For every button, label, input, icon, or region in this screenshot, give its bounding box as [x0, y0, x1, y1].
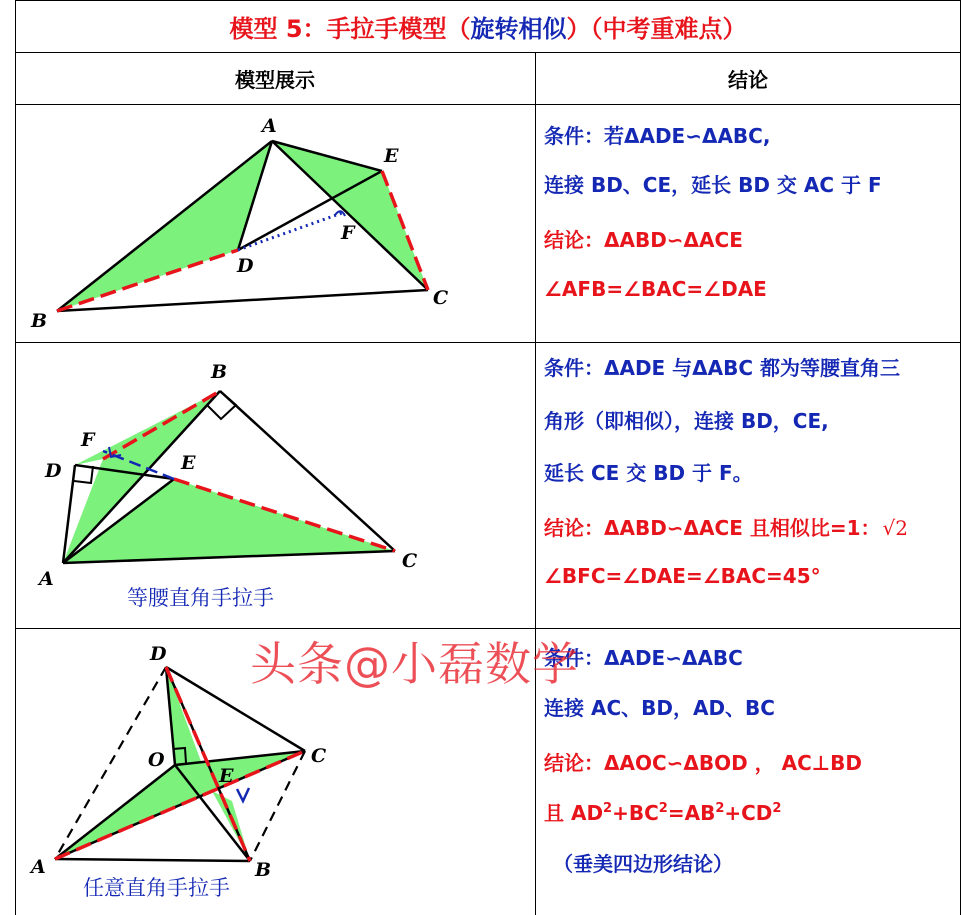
row1-condition-2: 连接 BD、CE，延长 BD 交 AC 于 F	[544, 173, 882, 197]
row1-conclusion-2: ∠AFB=∠BAC=∠DAE	[544, 277, 767, 301]
point-label-b: B	[255, 859, 272, 881]
ratio-text: 结论：ΔABD∽ΔACE 且相似比=1：	[544, 516, 881, 540]
row2-condition-1: 条件：ΔADE 与ΔABC 都为等腰直角三	[544, 356, 901, 380]
point-label-a: A	[31, 856, 46, 878]
row3-condition-1: 条件：ΔADE∽ΔABC	[544, 646, 743, 670]
eq-sup: 2	[603, 801, 613, 816]
extension-df	[238, 213, 342, 250]
title-prefix: 模型 5：手拉手模型（	[229, 14, 471, 43]
row3-note: （垂美四边形结论）	[553, 852, 733, 876]
model-table	[15, 0, 961, 915]
eq-sup: 2	[658, 801, 668, 816]
point-label-d: D	[45, 460, 62, 482]
point-label-c: C	[402, 550, 418, 572]
title-suffix: ）（中考重难点）	[566, 14, 747, 43]
row2-condition-3: 延长 CE 交 BD 于 F。	[544, 461, 753, 485]
point-label-d: D	[150, 643, 167, 665]
header-model-display: 模型展示	[235, 67, 315, 92]
eq-sup: 2	[772, 801, 782, 816]
point-label-a: A	[39, 568, 54, 590]
right-angle-e	[237, 788, 249, 801]
point-label-f: F	[81, 429, 95, 451]
diagram-caption: 等腰直角手拉手	[127, 586, 274, 610]
point-label-a: A	[262, 115, 277, 137]
point-label-e: E	[181, 452, 196, 474]
row2-conclusion-2: ∠BFC=∠DAE=∠BAC=45°	[544, 564, 821, 588]
right-angle-d	[74, 466, 93, 483]
row3-conclusion-1: 结论：ΔAOC∽ΔBOD ， AC⊥BD	[544, 751, 862, 775]
row3-conclusion-2	[544, 802, 781, 823]
diagram-isosceles-right	[15, 343, 535, 627]
point-label-d: D	[237, 255, 254, 277]
table-column-divider	[535, 52, 536, 915]
point-label-c: C	[433, 287, 449, 309]
row2-conclusion-1	[544, 518, 908, 538]
point-label-f: F	[341, 222, 355, 244]
diagram-caption: 任意直角手拉手	[83, 876, 230, 900]
point-label-b: B	[31, 310, 48, 332]
eq-part: +BC	[612, 801, 659, 825]
row3-condition-2: 连接 AC、BD，AD、BC	[544, 696, 775, 720]
watermark: 头条@小磊数学	[250, 637, 579, 691]
point-label-b: B	[211, 361, 228, 383]
point-label-e: E	[384, 145, 399, 167]
table-border-right	[960, 0, 961, 915]
eq-part: 且 AD	[544, 801, 604, 825]
title-highlight: 旋转相似	[470, 14, 567, 43]
eq-part: =AB	[667, 801, 716, 825]
diagram-similar-triangles	[15, 105, 535, 341]
point-label-o: O	[148, 749, 165, 771]
row2-condition-2: 角形（即相似），连接 BD，CE,	[544, 409, 829, 433]
sqrt2: √2	[882, 516, 908, 540]
triangle-fill-a	[55, 765, 212, 859]
eq-sup: 2	[715, 801, 725, 816]
row1-conclusion-1: 结论：ΔABD∽ΔACE	[544, 228, 743, 252]
header-conclusion: 结论	[728, 67, 768, 92]
point-label-e: E	[219, 765, 234, 787]
point-label-c: C	[311, 745, 327, 767]
eq-part: +CD	[724, 801, 773, 825]
row1-condition-1: 条件：若ΔADE∽ΔABC,	[544, 124, 771, 148]
page-title	[15, 0, 961, 52]
